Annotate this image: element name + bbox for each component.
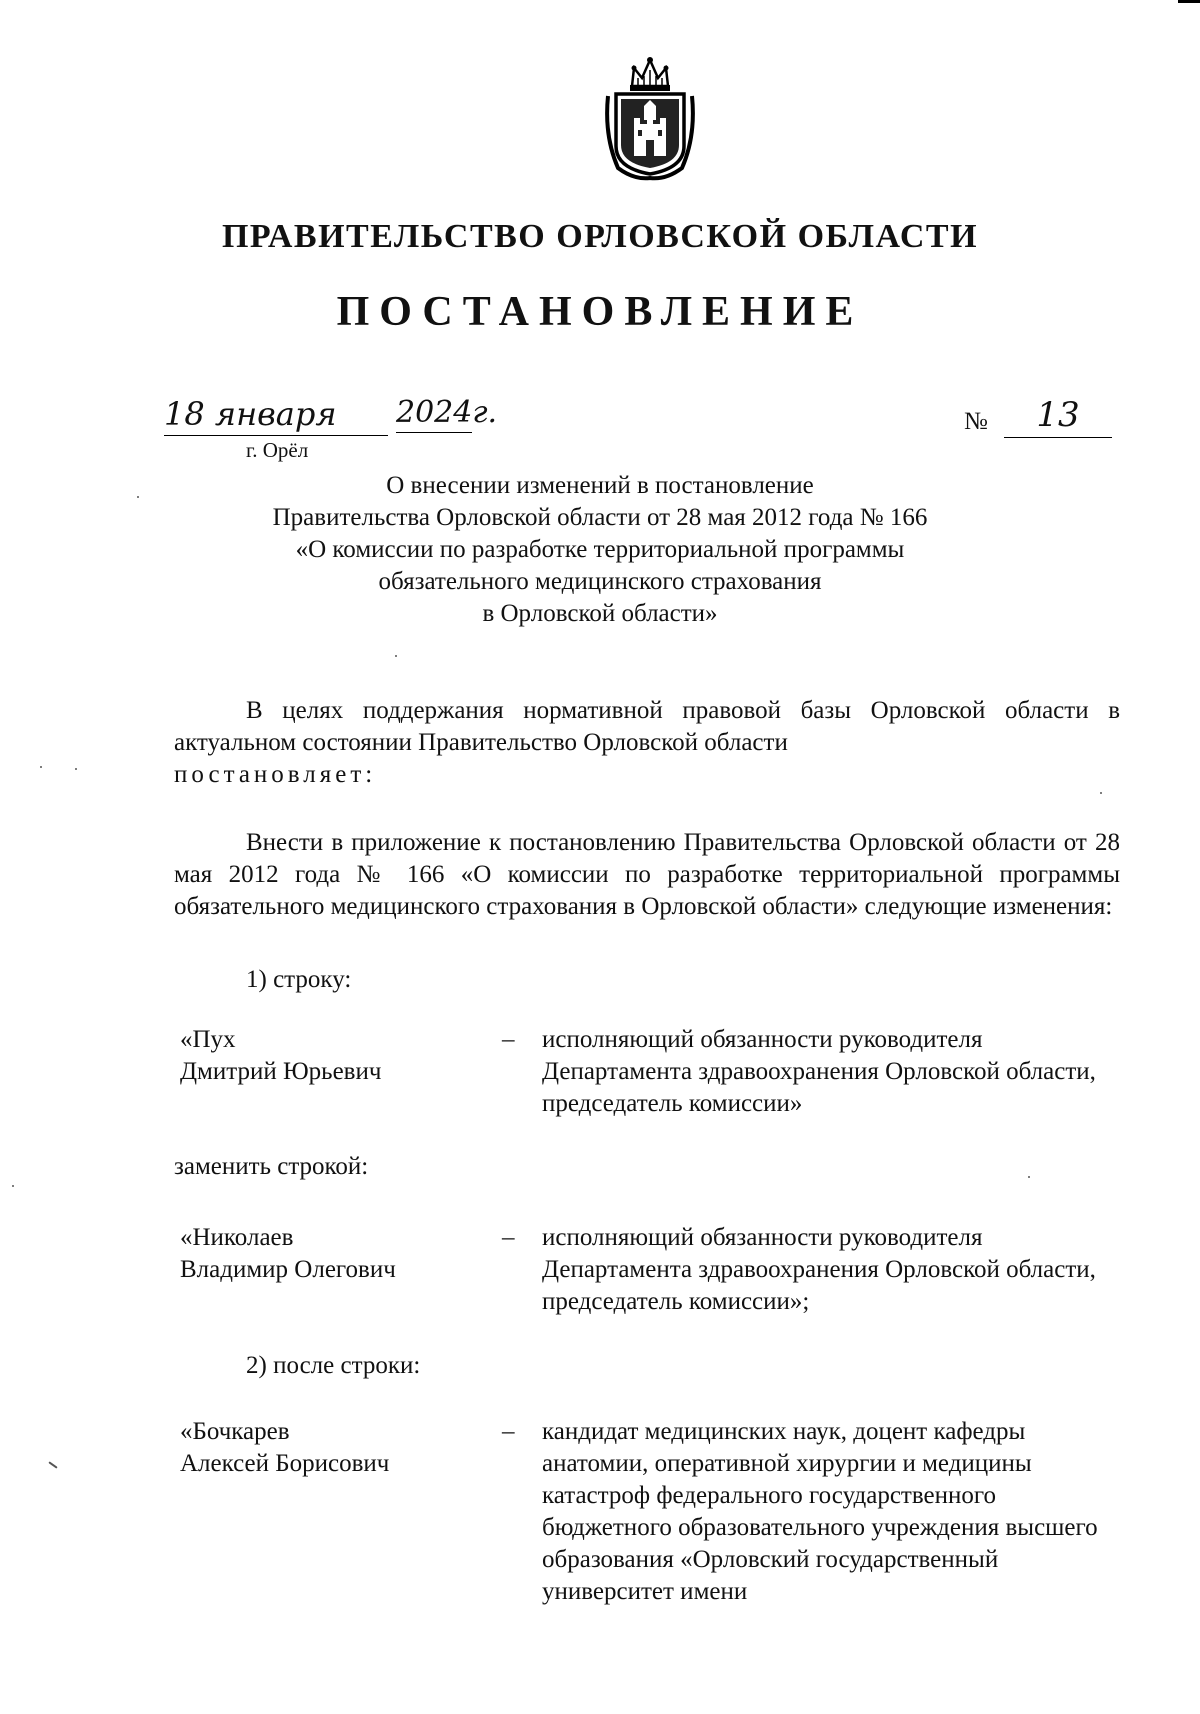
- subject-line: Правительства Орловской области от 28 мая 2012 года № 166: [272, 504, 928, 531]
- resolves-text: постановляет:: [174, 761, 377, 788]
- member-position: исполняющий обязанности руководителя Департамента здравоохранения Орловской области, председатель комиссии»;: [542, 1224, 1096, 1315]
- handwritten-year: 2024г.: [396, 395, 472, 433]
- member-surname: «Пух: [180, 1026, 236, 1053]
- member-position: кандидат медицинских наук, доцент кафедры анатомии, оперативной хирургии и медицины катастроф федерального государственного бюджетного образовательного учреждения высшего образования «Орловский государственный университет имени: [542, 1418, 1098, 1605]
- scan-speck: [1028, 1176, 1030, 1178]
- document-subject: [0, 470, 1200, 630]
- city-label: г. Орёл: [246, 438, 309, 462]
- preamble-paragraph: [174, 695, 1120, 791]
- scan-speck: [1100, 792, 1102, 794]
- scan-speck: [395, 655, 397, 657]
- member-surname: «Бочкарев: [180, 1418, 290, 1445]
- member-surname: «Николаев: [180, 1224, 294, 1251]
- scan-corner-mark: [1178, 0, 1200, 3]
- subject-line: О внесении изменений в постановление: [386, 472, 814, 499]
- handwritten-number: 13: [1004, 395, 1112, 438]
- replace-label: заменить строкой:: [174, 1153, 369, 1180]
- item-1-label: 1) строку:: [246, 966, 352, 993]
- scan-speck: [40, 766, 42, 768]
- scan-speck: [75, 768, 77, 770]
- handwritten-date: 18 января: [164, 395, 388, 436]
- preamble-text: В целях поддержания нормативной правовой базы Орловской области в актуальном состоянии Правительство Орловской области: [174, 697, 1120, 756]
- member-given-names: Дмитрий Юрьевич: [180, 1058, 382, 1085]
- row-dash: –: [502, 1224, 515, 1251]
- member-given-names: Владимир Олегович: [180, 1256, 396, 1283]
- main-paragraph: Внести в приложение к постановлению Правительства Орловской области от 28 мая 2012 года № 166 «О комиссии по разработке территориальной программы обязательного медицинского страхования в Орловской области» следующие изменения:: [174, 829, 1120, 920]
- coat-of-arms-icon: [604, 56, 696, 182]
- scan-speck: [12, 1185, 14, 1187]
- subject-line: в Орловской области»: [482, 600, 718, 627]
- member-position: исполняющий обязанности руководителя Департамента здравоохранения Орловской области, председатель комиссии»: [542, 1026, 1096, 1117]
- subject-line: «О комиссии по разработке территориальной программы: [295, 536, 905, 563]
- row-dash: –: [502, 1026, 515, 1053]
- organization-name: ПРАВИТЕЛЬСТВО ОРЛОВСКОЙ ОБЛАСТИ: [221, 218, 979, 255]
- member-name: [180, 1416, 470, 1480]
- scan-speck: [48, 1461, 57, 1468]
- subject-line: обязательного медицинского страхования: [378, 568, 822, 595]
- number-label: №: [964, 408, 988, 435]
- member-given-names: Алексей Борисович: [180, 1450, 390, 1477]
- document-type: ПОСТАНОВЛЕНИЕ: [336, 289, 864, 335]
- member-name: [180, 1024, 470, 1088]
- scan-speck: [137, 496, 139, 498]
- member-name: [180, 1222, 470, 1286]
- item-2-label: 2) после строки:: [246, 1352, 421, 1379]
- row-dash: –: [502, 1418, 515, 1445]
